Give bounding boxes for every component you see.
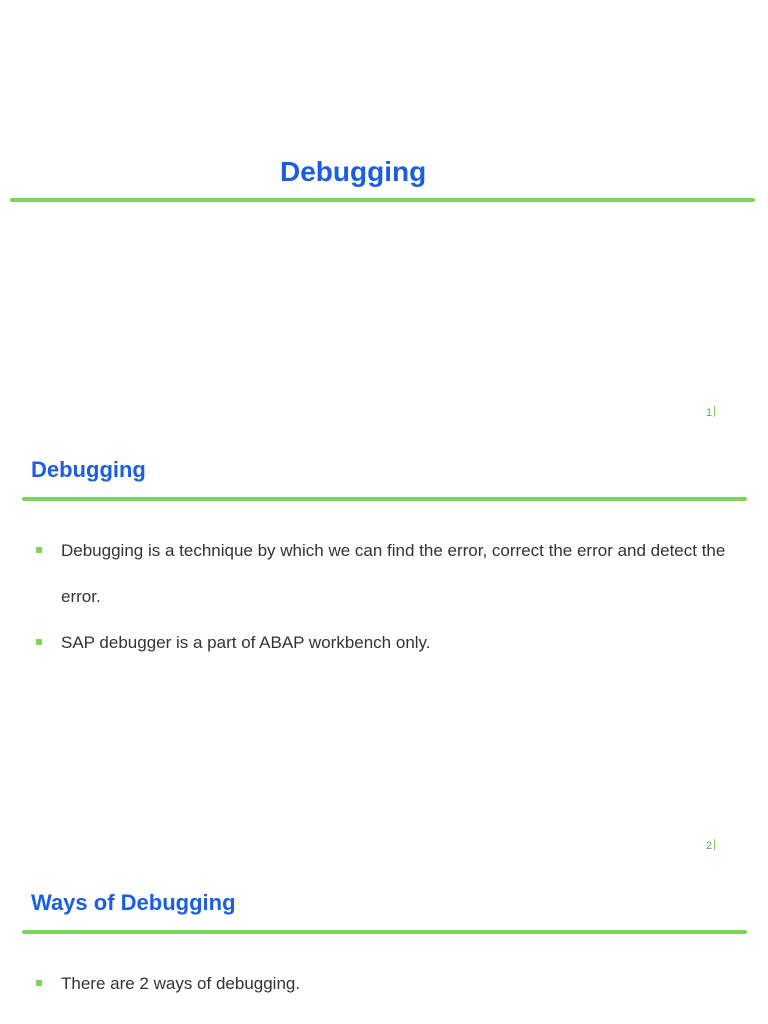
slide-1-title: Debugging	[280, 156, 427, 187]
slide-3-bullet-list	[0, 961, 768, 1007]
bullet-marker-icon	[36, 639, 42, 645]
slide-2-page-number	[706, 839, 715, 852]
slide-1-title-rule	[10, 198, 755, 202]
page-number-divider	[714, 839, 715, 850]
bullet-marker-icon	[36, 980, 42, 986]
slide-3-title-rule	[22, 930, 747, 934]
slide-1-page-number	[706, 406, 715, 419]
slide-2	[0, 440, 768, 860]
bullet-marker-icon	[36, 547, 42, 553]
bullet-text: There are 2 ways of debugging.	[61, 974, 301, 993]
page-number-divider	[714, 406, 715, 417]
bullet-text: Debugging is a technique by which we can find the error, correct the error and detect the error.	[61, 541, 726, 606]
slide-2-title-rule	[22, 497, 747, 501]
bullet-item	[0, 620, 768, 666]
slide-2-bullet-list	[0, 528, 768, 666]
slide-2-title: Debugging	[31, 457, 146, 482]
slide-3-title: Ways of Debugging	[31, 890, 236, 915]
page-number-text: 1	[706, 407, 713, 419]
page-number-text: 2	[706, 840, 713, 852]
bullet-item	[0, 528, 768, 620]
slide-3	[0, 873, 768, 1024]
slide-1	[0, 0, 768, 430]
bullet-item	[0, 961, 768, 1007]
bullet-text: SAP debugger is a part of ABAP workbench only.	[61, 633, 431, 652]
